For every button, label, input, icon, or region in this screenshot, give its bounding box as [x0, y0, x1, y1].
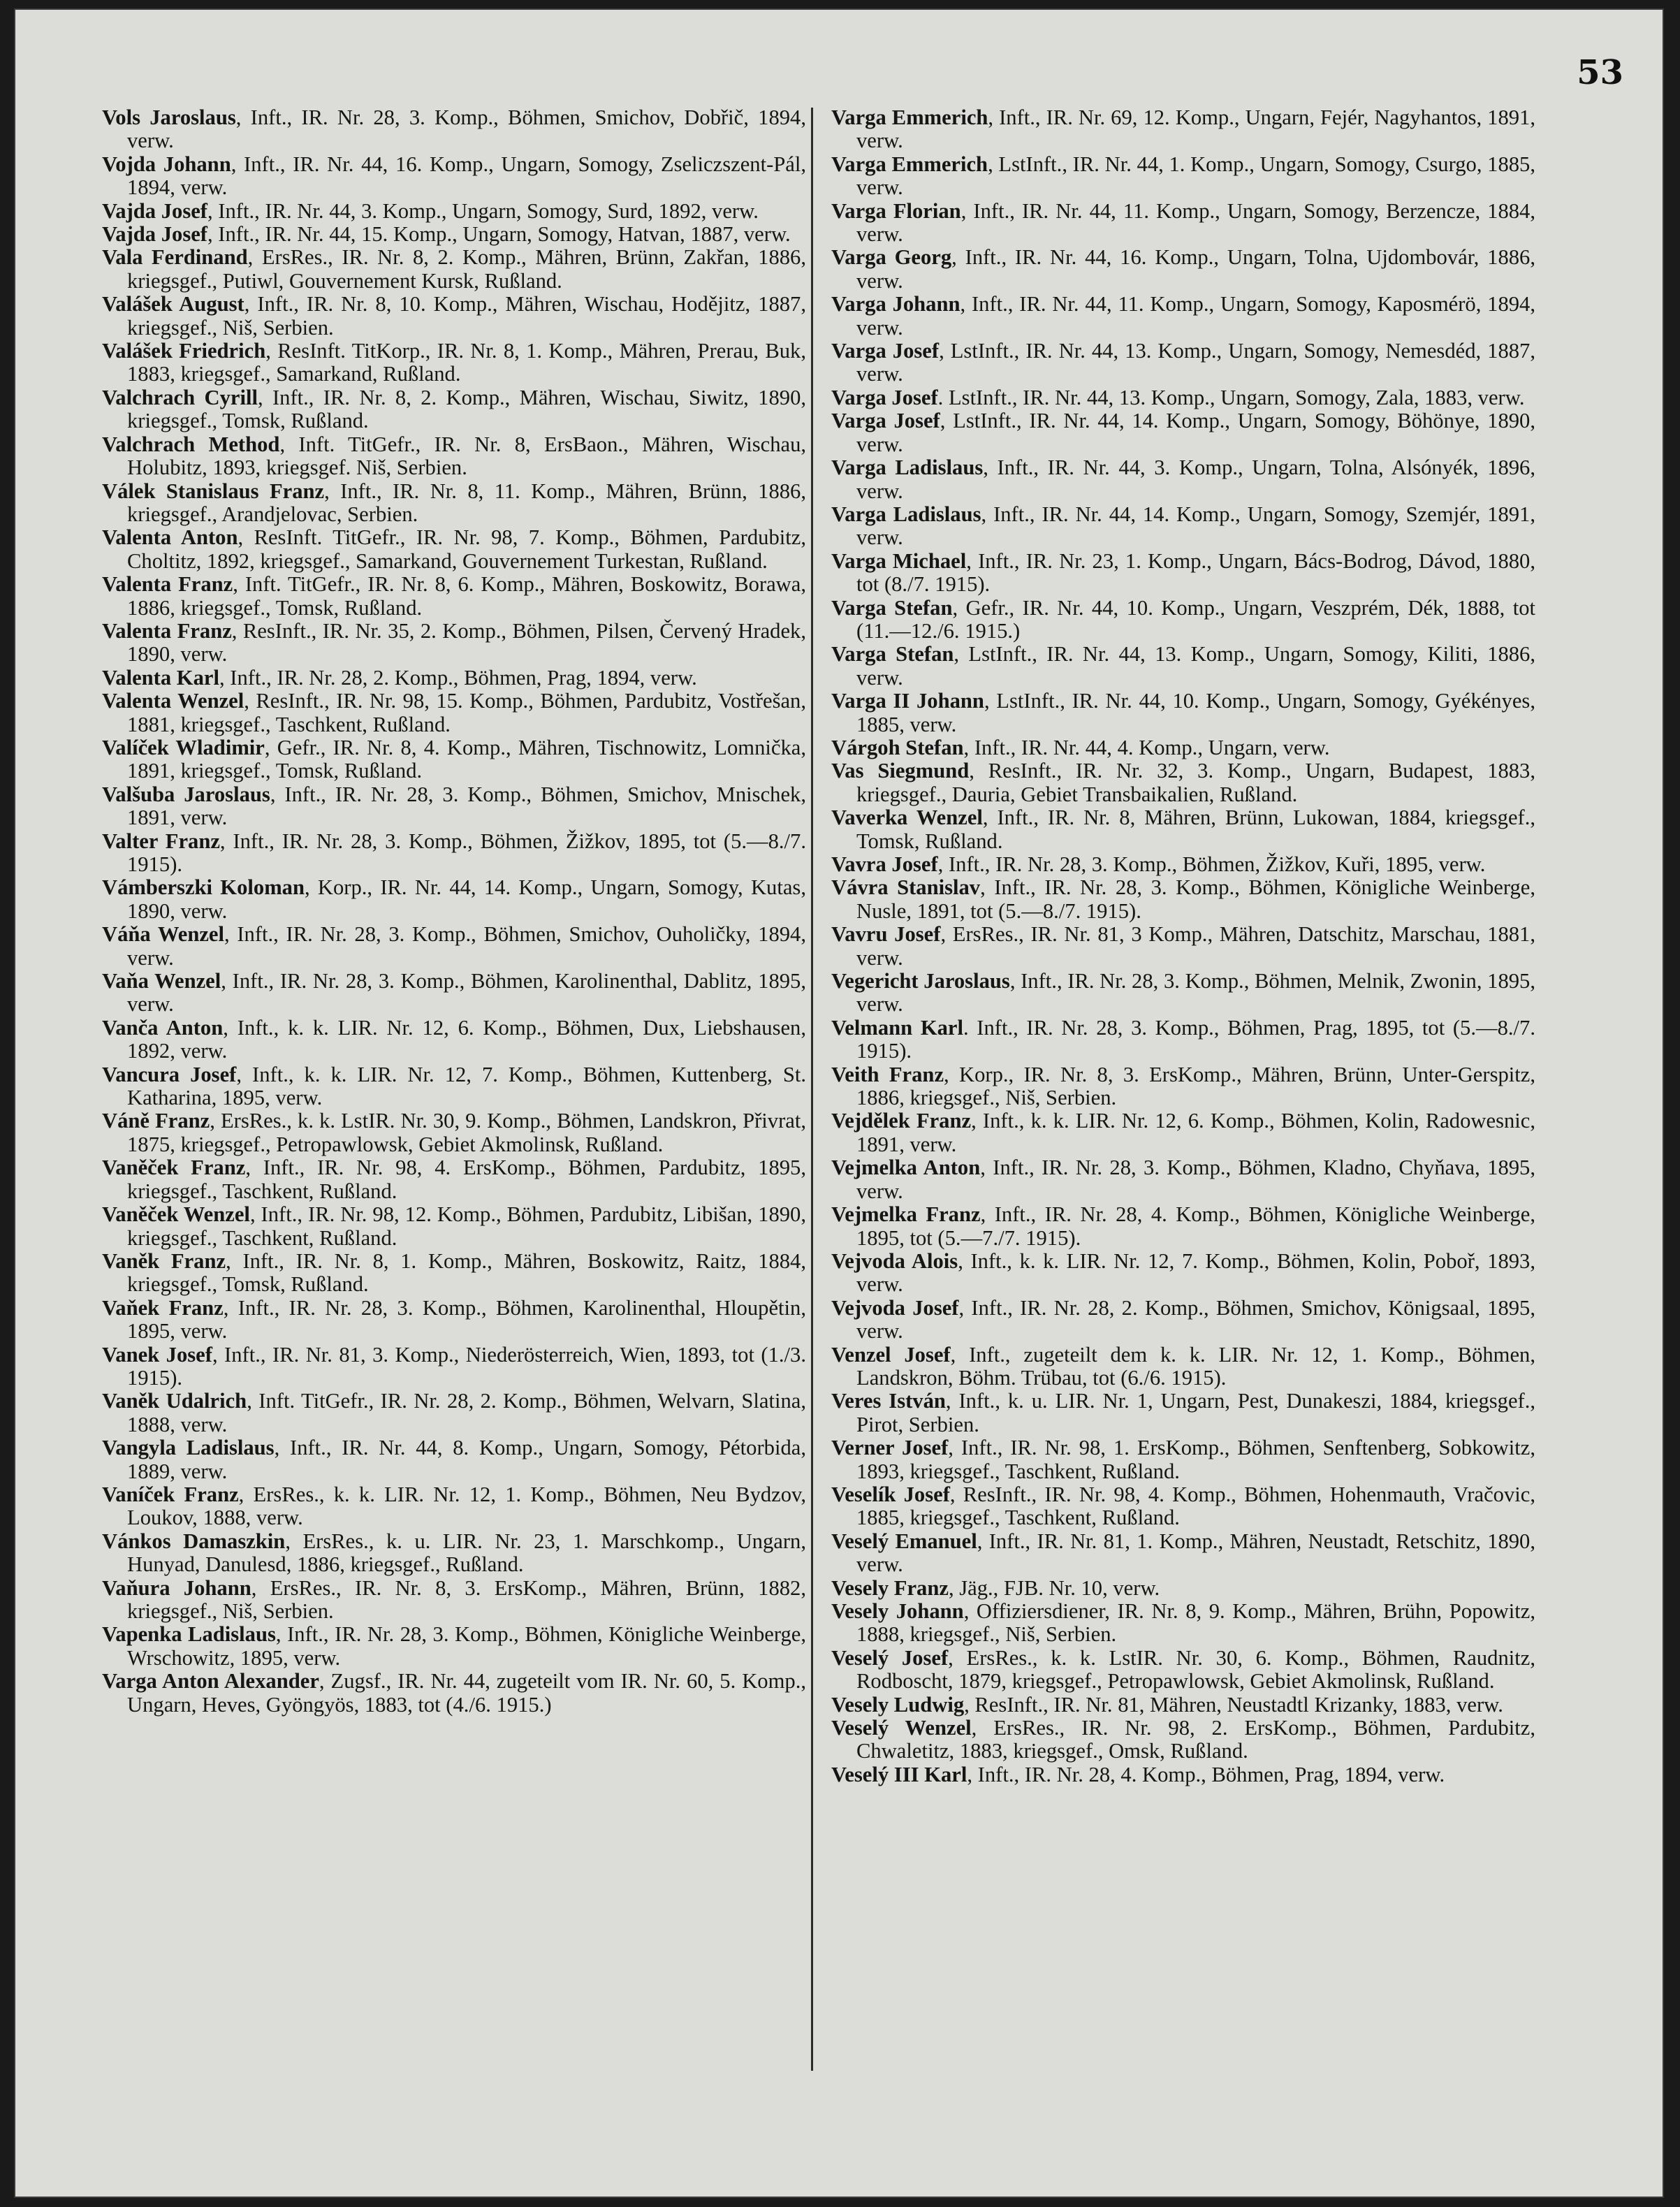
entry-name: Valášek August	[102, 292, 244, 316]
entry-name: Valenta Karl	[102, 665, 219, 690]
entry-details: , Korp., IR. Nr. 44, 14. Komp., Ungarn, Somogy, Kutas, 1890, verw.	[127, 875, 806, 923]
entry-details: , LstInft., IR. Nr. 44, 10. Komp., Ungarn, Somogy, Gyékényes, 1885, verw.	[856, 689, 1535, 736]
entry-name: Varga Ladislaus	[831, 502, 981, 526]
entry-details: , LstInft., IR. Nr. 44, 1. Komp., Ungarn, Somogy, Csurgo, 1885, verw.	[856, 152, 1536, 200]
list-item	[102, 105, 806, 153]
entry-details: , ResInft. TitKorp., IR. Nr. 8, 1. Komp., Mähren, Prerau, Buk, 1883, kriegsgef., Samarkand, Rußland.	[127, 339, 807, 386]
entry-name: Varga II Johann	[831, 689, 984, 713]
entry-details: , Inft., IR. Nr. 44, 8. Komp., Ungarn, Somogy, Pétorbida, 1889, verw.	[127, 1436, 806, 1483]
entry-details: . LstInft., IR. Nr. 44, 13. Komp., Ungarn, Somogy, Zala, 1883, verw.	[937, 385, 1525, 409]
entry-details: , Inft., IR. Nr. 69, 12. Komp., Ungarn, Fejér, Nagyhantos, 1891, verw.	[856, 105, 1535, 153]
entry-details: , LstInft., IR. Nr. 44, 14. Komp., Ungarn, Somogy, Böhönye, 1890, verw.	[856, 409, 1535, 456]
list-item	[102, 875, 806, 923]
list-item	[831, 735, 1535, 759]
entry-name: Valchrach Cyrill	[102, 385, 258, 409]
entry-name: Valenta Wenzel	[102, 689, 244, 713]
entry-name: Vas Siegmund	[831, 759, 970, 783]
list-item	[102, 198, 806, 223]
entry-details: , Inft., IR. Nr. 8, Mähren, Brünn, Lukowan, 1884, kriegsgef., Tomsk, Rußland.	[856, 806, 1536, 853]
entry-details: , Inft., IR. Nr. 28, 3. Komp., Böhmen, Smichov, Dobřič, 1894, verw.	[127, 105, 806, 153]
entry-name: Vaněček Wenzel	[102, 1202, 250, 1227]
entry-details: , Korp., IR. Nr. 8, 3. ErsKomp., Mähren, Brünn, Unter-Gerspitz, 1886, kriegsgef., Niš, Serbien.	[856, 1062, 1535, 1110]
list-item	[831, 852, 1535, 876]
entry-name: Varga Josef	[831, 339, 940, 363]
entry-details: , Inft., IR. Nr. 81, 1. Komp., Mähren, Neustadt, Retschitz, 1890, verw.	[856, 1529, 1536, 1577]
entry-details: , Inft., IR. Nr. 8, 2. Komp., Mähren, Wischau, Siwitz, 1890, kriegsgef., Tomsk, Rußland.	[127, 385, 807, 433]
entry-details: , Inft. TitGefr., IR. Nr. 8, 6. Komp., Mähren, Boskowitz, Borawa, 1886, kriegsgef., Tomsk, Rußland.	[127, 572, 806, 620]
list-item	[831, 1156, 1536, 1203]
entry-name: Vesely Franz	[831, 1575, 949, 1600]
list-item	[102, 525, 806, 573]
entry-name: Vaňek Franz	[102, 1295, 224, 1320]
entry-details: , Inft., k. k. LIR. Nr. 12, 7. Komp., Böhmen, Kolin, Poboř, 1893, verw.	[856, 1248, 1535, 1297]
entry-name: Veres István	[831, 1389, 946, 1413]
list-item	[831, 502, 1535, 550]
entry-details: , LstInft., IR. Nr. 44, 13. Komp., Ungarn, Somogy, Nemesdéd, 1887, verw.	[856, 339, 1536, 386]
entry-details: , Inft., IR. Nr. 98, 12. Komp., Böhmen, Pardubitz, Libišan, 1890, kriegsgef., Taschkent, Rußland.	[127, 1202, 806, 1250]
entry-name: Vesely Ludwig	[831, 1692, 965, 1717]
list-item	[102, 618, 806, 667]
entry-details: , ErsRes., IR. Nr. 8, 3. ErsKomp., Mähren, Brünn, 1882, kriegsgef., Niš, Serbien.	[127, 1575, 806, 1623]
entry-name: Veselý Josef	[831, 1645, 949, 1670]
list-item	[102, 1389, 806, 1436]
entry-details: , Inft., IR. Nr. 44, 16. Komp., Ungarn, Tolna, Ujdombovár, 1886, verw.	[856, 245, 1535, 293]
entry-name: Valášek Friedrich	[102, 339, 266, 363]
entry-name: Vanek Josef	[102, 1342, 212, 1367]
entry-name: Vala Ferdinand	[102, 245, 248, 270]
list-item	[102, 1015, 806, 1063]
entry-name: Varga Emmerich	[831, 152, 988, 176]
entry-details: , Inft., IR. Nr. 28, 4. Komp., Böhmen, Prag, 1894, verw.	[967, 1762, 1445, 1786]
entry-name: Váně Franz	[102, 1109, 210, 1133]
entry-name: Vesely Johann	[831, 1599, 964, 1623]
list-item	[102, 665, 806, 690]
entry-name: Varga Stefan	[831, 595, 953, 620]
list-item	[102, 1436, 806, 1483]
list-item	[102, 1575, 806, 1624]
entry-details: , Inft., k. k. LIR. Nr. 12, 7. Komp., Böhmen, Kuttenberg, St. Katharina, 1895, verw.	[127, 1062, 806, 1110]
entry-details: , Inft., IR. Nr. 28, 3. Komp., Böhmen, Kladno, Chyňava, 1895, verw.	[856, 1156, 1536, 1203]
entry-details: , Inft., IR. Nr. 28, 3. Komp., Böhmen, Karolinenthal, Hloupětin, 1895, verw.	[127, 1295, 807, 1343]
list-item	[102, 1529, 806, 1577]
entry-details: , Inft., IR. Nr. 28, 3. Komp., Böhmen, Königliche Weinberge, Nusle, 1891, tot (5.—8./7. 1915).	[856, 875, 1535, 923]
entry-name: Varga Ladislaus	[831, 456, 984, 480]
entry-details: , Inft., IR. Nr. 44, 11. Komp., Ungarn, Somogy, Kaposmérö, 1894, verw.	[856, 292, 1535, 340]
list-item	[102, 922, 806, 970]
list-item	[831, 1575, 1535, 1600]
list-item	[831, 922, 1535, 970]
entry-name: Vavra Josef	[831, 852, 938, 876]
entry-name: Veselý Wenzel	[831, 1716, 972, 1740]
entry-name: Vajda Josef	[102, 198, 207, 223]
entry-name: Vanča Anton	[102, 1015, 224, 1040]
entry-name: Varga Josef	[831, 409, 940, 433]
document-page	[15, 10, 1663, 2197]
entry-details: , Zugsf., IR. Nr. 44, zugeteilt vom IR. Nr. 60, 5. Komp., Ungarn, Heves, Gyöngyös, 1883, tot (4./6. 1915.)	[127, 1669, 806, 1717]
list-item	[831, 456, 1536, 503]
list-item	[831, 1436, 1535, 1483]
entry-details: , Inft., k. k. LIR. Nr. 12, 6. Komp., Böhmen, Dux, Liebshausen, 1892, verw.	[127, 1015, 806, 1063]
entry-name: Vaverka Wenzel	[831, 806, 983, 830]
list-item	[102, 1062, 806, 1110]
entry-name: Veselý III Karl	[831, 1762, 967, 1786]
entry-details: , Inft., IR. Nr. 44, 14. Komp., Ungarn, Somogy, Szemjér, 1891, verw.	[856, 502, 1535, 550]
entry-name: Vaněk Franz	[102, 1248, 226, 1273]
entry-name: Vapenka Ladislaus	[102, 1622, 276, 1647]
list-item	[831, 548, 1535, 597]
list-item	[102, 1202, 806, 1250]
entry-name: Verner Josef	[831, 1436, 949, 1460]
entry-name: Válek Stanislaus Franz	[102, 479, 325, 503]
entry-details: , Inft. TitGefr., IR. Nr. 8, ErsBaon., Mähren, Wischau, Holubitz, 1893, kriegsgef. Niš, Serbien.	[127, 432, 807, 480]
entry-details: , Inft., IR. Nr. 44, 11. Komp., Ungarn, Somogy, Berzencze, 1884, verw.	[856, 198, 1535, 247]
list-item	[102, 222, 806, 247]
entry-details: , Inft., IR. Nr. 44, 4. Komp., Ungarn, verw.	[963, 735, 1330, 759]
list-item	[102, 152, 806, 200]
list-item	[102, 1295, 807, 1343]
entry-details: , Inft., IR. Nr. 28, 4. Komp., Böhmen, Königliche Weinberge, 1895, tot (5.—7./7. 1915).	[856, 1202, 1536, 1250]
entry-name: Váňa Wenzel	[102, 922, 225, 947]
entry-name: Vejvoda Alois	[831, 1248, 958, 1273]
list-item	[102, 339, 807, 386]
list-item	[102, 1156, 807, 1203]
list-item	[102, 1248, 806, 1297]
entry-details: , Gefr., IR. Nr. 8, 4. Komp., Mähren, Tischnowitz, Lomnička, 1891, kriegsgef., Tomsk, Rußland.	[127, 735, 806, 783]
entry-details: , Gefr., IR. Nr. 44, 10. Komp., Ungarn, Veszprém, Dék, 1888, tot (11.—12./6. 1915.)	[856, 595, 1536, 643]
list-item	[102, 969, 806, 1017]
list-item	[831, 385, 1535, 409]
list-item	[831, 292, 1535, 340]
list-item	[831, 642, 1535, 690]
entry-name: Vejdělek Franz	[831, 1109, 972, 1133]
entry-name: Vancura Josef	[102, 1062, 237, 1086]
left-column	[102, 106, 806, 1717]
entry-name: Vejmelka Anton	[831, 1156, 981, 1180]
list-item	[102, 1342, 806, 1390]
list-item	[102, 245, 806, 293]
list-item	[831, 1599, 1536, 1647]
entry-details: , ErsRes., k. u. LIR. Nr. 23, 1. Marschkomp., Ungarn, Hunyad, Danulesd, 1886, kriegsgef., Rußland.	[127, 1529, 806, 1577]
entry-details: . Inft., IR. Nr. 28, 3. Komp., Böhmen, Prag, 1895, tot (5.—8./7. 1915).	[856, 1015, 1535, 1063]
right-column	[831, 106, 1535, 1786]
list-item	[102, 829, 807, 877]
entry-details: , Inft., IR. Nr. 44, 16. Komp., Ungarn, Somogy, Zseliczszent-Pál, 1894, verw.	[127, 152, 806, 200]
entry-name: Vaníček Franz	[102, 1482, 239, 1506]
entry-name: Vaněk Udalrich	[102, 1389, 247, 1413]
list-item	[831, 1762, 1535, 1786]
entry-name: Vavru Josef	[831, 922, 941, 947]
list-item	[831, 595, 1536, 643]
entry-details: , ResInft., IR. Nr. 98, 4. Komp., Böhmen, Hohenmauth, Vračovic, 1885, kriegsgef., Taschkent, Rußland.	[856, 1482, 1536, 1530]
entry-details: , Inft., IR. Nr. 44, 15. Komp., Ungarn, Somogy, Hatvan, 1887, verw.	[207, 222, 791, 247]
list-item	[102, 292, 806, 340]
entry-name: Varga Emmerich	[831, 105, 988, 129]
entry-details: , ErsRes., IR. Nr. 8, 2. Komp., Mähren, Brünn, Zakřan, 1886, kriegsgef., Putiwl, Gouvernement Kursk, Rußland.	[127, 245, 806, 293]
entry-name: Varga Stefan	[831, 642, 954, 667]
entry-details: , ResInft., IR. Nr. 81, Mähren, Neustadtl Krizanky, 1883, verw.	[964, 1692, 1503, 1717]
entry-name: Varga Michael	[831, 548, 967, 573]
entry-name: Vaněček Franz	[102, 1156, 246, 1180]
entry-name: Vaňa Wenzel	[102, 969, 221, 993]
entry-details: , Inft., zugeteilt dem k. k. LIR. Nr. 12, 1. Komp., Böhmen, Landskron, Böhm. Trübau, tot (6./6. 1915).	[856, 1342, 1536, 1390]
entry-name: Vejmelka Franz	[831, 1202, 981, 1227]
entry-details: , Inft., IR. Nr. 8, 11. Komp., Mähren, Brünn, 1886, kriegsgef., Arandjelovac, Serbien.	[127, 479, 807, 526]
list-item	[102, 479, 807, 527]
list-item	[831, 1202, 1536, 1250]
entry-name: Vaňura Johann	[102, 1575, 251, 1600]
entry-name: Vangyla Ladislaus	[102, 1436, 275, 1460]
entry-name: Varga Florian	[831, 198, 961, 223]
entry-name: Veselík Josef	[831, 1482, 950, 1506]
entry-name: Valchrach Method	[102, 432, 280, 456]
entry-details: , Inft., IR. Nr. 98, 4. ErsKomp., Böhmen, Pardubitz, 1895, kriegsgef., Taschkent, Rußland.	[127, 1156, 807, 1203]
entry-name: Veith Franz	[831, 1062, 944, 1086]
list-item	[102, 432, 807, 480]
entry-details: , Inft., IR. Nr. 28, 3. Komp., Böhmen, Melnik, Zwonin, 1895, verw.	[856, 969, 1535, 1017]
list-item	[831, 1716, 1536, 1763]
entry-name: Vámberszki Koloman	[102, 875, 305, 900]
list-item	[831, 245, 1535, 293]
list-item	[831, 105, 1535, 153]
entry-name: Vojda Johann	[102, 152, 231, 176]
entry-name: Valter Franz	[102, 829, 220, 853]
list-item	[831, 969, 1535, 1017]
entry-details: , Inft., IR. Nr. 8, 10. Komp., Mähren, Wischau, Hodějitz, 1887, kriegsgef., Niš, Serbien.	[127, 292, 806, 340]
entry-details: , Inft., IR. Nr. 81, 3. Komp., Niederösterreich, Wien, 1893, tot (1./3. 1915).	[127, 1342, 806, 1390]
entry-name: Veselý Emanuel	[831, 1529, 977, 1553]
entry-details: , Inft., IR. Nr. 28, 3. Komp., Böhmen, Smichov, Ouholičky, 1894, verw.	[127, 922, 806, 970]
entry-details: , Inft., IR. Nr. 28, 3. Komp., Böhmen, Smichov, Mnischek, 1891, verw.	[127, 782, 806, 830]
entry-name: Vávra Stanislav	[831, 875, 981, 900]
entry-details: , ResInft., IR. Nr. 32, 3. Komp., Ungarn, Budapest, 1883, kriegsgef., Dauria, Gebiet Transbaikalien, Rußland.	[856, 759, 1535, 806]
entry-details: , ErsRes., k. k. LstIR. Nr. 30, 6. Komp., Böhmen, Raudnitz, Rodboscht, 1879, kriegsgef., Petropawlowsk, Gebiet Akmolinsk, Rußland.	[856, 1645, 1535, 1694]
entry-details: , LstInft., IR. Nr. 44, 13. Komp., Ungarn, Somogy, Kiliti, 1886, verw.	[856, 642, 1535, 690]
entry-details: , Inft., IR. Nr. 28, 3. Komp., Böhmen, Žižkov, 1895, tot (5.—8./7. 1915).	[127, 829, 807, 876]
entry-details: , Inft., k. k. LIR. Nr. 12, 6. Komp., Böhmen, Kolin, Radowesnic, 1891, verw.	[856, 1109, 1535, 1156]
entry-details: , Inft., IR. Nr. 28, 3. Komp., Böhmen, Königliche Weinberge, Wrschowitz, 1895, verw.	[127, 1622, 806, 1670]
entry-details: , Inft., IR. Nr. 44, 3. Komp., Ungarn, Tolna, Alsónyék, 1896, verw.	[856, 456, 1536, 503]
list-item	[831, 1529, 1536, 1577]
entry-details: , Inft., IR. Nr. 98, 1. ErsKomp., Böhmen, Senftenberg, Sobkowitz, 1893, kriegsgef., Taschkent, Rußland.	[856, 1436, 1535, 1483]
entry-details: , ResInft., IR. Nr. 35, 2. Komp., Böhmen, Pilsen, Červený Hradek, 1890, verw.	[127, 618, 806, 667]
entry-name: Velmann Karl	[831, 1015, 963, 1040]
entry-details: , ErsRes., IR. Nr. 81, 3 Komp., Mähren, Datschitz, Marschau, 1881, verw.	[856, 922, 1535, 970]
list-item	[831, 806, 1536, 853]
list-item	[102, 1669, 806, 1717]
list-item	[102, 572, 806, 620]
list-item	[831, 339, 1536, 386]
entry-name: Varga Johann	[831, 292, 960, 316]
list-item	[102, 689, 806, 736]
entry-details: , Inft., IR. Nr. 28, 3. Komp., Böhmen, Žižkov, Kuři, 1895, verw.	[937, 852, 1486, 876]
list-item	[831, 689, 1535, 736]
entry-name: Valenta Franz	[102, 618, 232, 643]
list-item	[102, 782, 806, 830]
entry-name: Valenta Franz	[102, 572, 233, 597]
list-item	[102, 1109, 806, 1156]
list-item	[831, 1248, 1535, 1297]
entry-name: Valenta Anton	[102, 525, 238, 550]
entry-name: Vols Jaroslaus	[102, 105, 236, 129]
entry-details: , ErsRes., k. k. LstIR. Nr. 30, 9. Komp., Böhmen, Landskron, Přivrat, 1875, kriegsgef., Petropawlowsk, Gebiet Akmolinsk, Rußland.	[127, 1109, 806, 1156]
list-item	[831, 1015, 1535, 1063]
entry-details: , ResInft. TitGefr., IR. Nr. 98, 7. Komp., Böhmen, Pardubitz, Choltitz, 1892, kriegsgef., Samarkand, Gouvernement Turkestan, Rußland.	[127, 525, 806, 573]
list-item	[831, 1389, 1536, 1436]
page-number: 53	[1577, 53, 1623, 92]
entry-name: Valšuba Jaroslaus	[102, 782, 270, 806]
entry-details: , Inft., IR. Nr. 28, 2. Komp., Böhmen, Smichov, Königsaal, 1895, verw.	[856, 1295, 1536, 1343]
list-item	[831, 1342, 1536, 1390]
entry-details: , Inft., IR. Nr. 28, 2. Komp., Böhmen, Prag, 1894, verw.	[219, 665, 697, 690]
entry-details: , Inft. TitGefr., IR. Nr. 28, 2. Komp., Böhmen, Welvarn, Slatina, 1888, verw.	[127, 1389, 806, 1436]
entry-name: Varga Anton Alexander	[102, 1669, 319, 1694]
list-item	[831, 875, 1535, 923]
list-item	[831, 152, 1536, 200]
entry-details: , Inft., IR. Nr. 8, 1. Komp., Mähren, Boskowitz, Raitz, 1884, kriegsgef., Tomsk, Rußland.	[127, 1248, 806, 1297]
list-item	[831, 1109, 1535, 1156]
list-item	[831, 198, 1535, 247]
entry-name: Venzel Josef	[831, 1342, 951, 1367]
entry-name: Vajda Josef	[102, 222, 207, 247]
entry-details: , Jäg., FJB. Nr. 10, verw.	[948, 1575, 1160, 1600]
entry-name: Varga Josef	[831, 385, 938, 409]
entry-details: , Inft., IR. Nr. 28, 3. Komp., Böhmen, Karolinenthal, Dablitz, 1895, verw.	[127, 969, 806, 1017]
entry-details: , ErsRes., k. k. LIR. Nr. 12, 1. Komp., Böhmen, Neu Bydzov, Loukov, 1888, verw.	[127, 1482, 807, 1530]
entry-name: Vegericht Jaroslaus	[831, 969, 1010, 993]
entry-details: , Inft., IR. Nr. 23, 1. Komp., Ungarn, Bács-Bodrog, Dávod, 1880, tot (8./7. 1915).	[856, 548, 1535, 597]
entry-name: Vejvoda Josef	[831, 1295, 959, 1320]
entry-details: , ErsRes., IR. Nr. 98, 2. ErsKomp., Böhmen, Pardubitz, Chwaletitz, 1883, kriegsgef., Omsk, Rußland.	[856, 1716, 1536, 1763]
list-item	[831, 1692, 1535, 1717]
list-item	[831, 1062, 1535, 1110]
entry-name: Varga Georg	[831, 245, 952, 270]
list-item	[102, 1482, 807, 1530]
entry-details: , Inft., k. u. LIR. Nr. 1, Ungarn, Pest, Dunakeszi, 1884, kriegsgef., Pirot, Serbien.	[856, 1389, 1536, 1436]
list-item	[831, 1295, 1536, 1343]
entry-details: , Inft., IR. Nr. 44, 3. Komp., Ungarn, Somogy, Surd, 1892, verw.	[207, 198, 759, 223]
list-item	[831, 1645, 1535, 1694]
entry-name: Várgoh Stefan	[831, 735, 964, 759]
entry-name: Valíček Wladimir	[102, 735, 265, 759]
column-divider	[811, 108, 813, 2071]
list-item	[831, 1482, 1536, 1530]
entry-details: , ResInft., IR. Nr. 98, 15. Komp., Böhmen, Pardubitz, Vostřešan, 1881, kriegsgef., Taschkent, Rußland.	[127, 689, 806, 736]
entry-details: , Offiziersdiener, IR. Nr. 8, 9. Komp., Mähren, Brühn, Popowitz, 1888, kriegsgef., Niš, Serbien.	[856, 1599, 1536, 1647]
list-item	[102, 1622, 806, 1670]
list-item	[102, 385, 807, 433]
entry-name: Vánkos Damaszkin	[102, 1529, 286, 1553]
list-item	[831, 759, 1535, 806]
list-item	[831, 409, 1535, 456]
list-item	[102, 735, 806, 783]
